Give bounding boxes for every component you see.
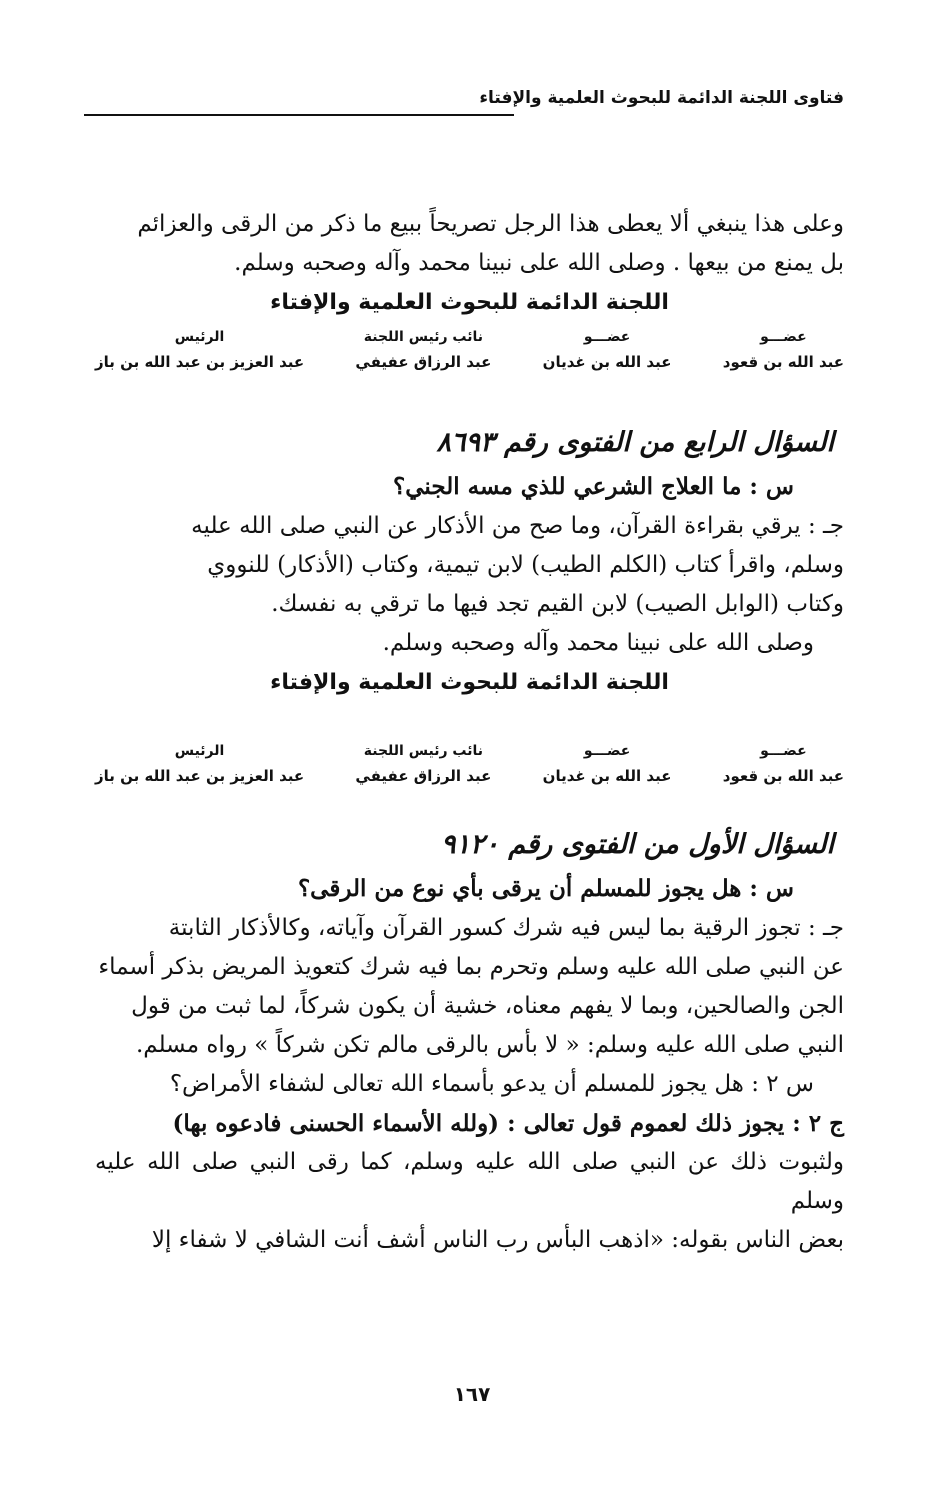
signature-name: عبد الله بن غديان [542,353,672,371]
signature-role: عضـــو [760,743,807,759]
signature-name: عبد الله بن قعود [722,353,844,371]
text-line: بل يمنع من بيعها . وصلى الله على نبينا محمد وآله وصحبه وسلم. [234,250,844,276]
signature-role: عضـــو [583,329,631,345]
signature-name: عبد الله بن غديان [542,767,672,785]
committee-name: اللجنة الدائمة للبحوث العلمية والإفتاء [270,290,669,315]
signature-name: عبد العزيز بن عبد الله بن باز [95,353,305,371]
signature-role: الرئيس [174,329,225,345]
answer-line: وكتاب (الوابل الصيب) لابن القيم تجد فيها ما ترقي به نفسك. [271,591,844,617]
page-number: ١٦٧ [453,1382,491,1406]
closing-line: وصلى الله على نبينا محمد وآله وصحبه وسلم. [382,630,814,656]
signature-member-2 [543,325,672,375]
signature-name: عبد الرزاق عفيفي [355,767,492,785]
running-header [84,88,844,124]
answer-line: الجن والصالحين، وبما لا يفهم معناه، خشية أن يكون شركاً، لما ثبت من قول [131,993,844,1019]
fatwa-title: السؤال الأول من الفتوى رقم ٩١٢٠ [441,829,834,860]
header-title: فتاوى اللجنة الدائمة للبحوث العلمية والإفتاء [479,88,844,108]
page-body [95,205,844,1260]
signature-vice-chair [355,325,491,375]
signature-name: عبد العزيز بن عبد الله بن باز [95,767,305,785]
signature-member-2 [543,739,672,789]
answer-line: وسلم، واقرأ كتاب (الكلم الطيب) لابن تيمية، وكتاب (الأذكار) للنووي [207,552,844,578]
fatwa-title: السؤال الرابع من الفتوى رقم ٨٦٩٣ [436,427,834,458]
answer-line: ج ٢ : يجوز ذلك لعموم قول تعالى : (ولله الأسماء الحسنى فادعوه بها) [172,1110,844,1137]
signature-member-1 [723,739,844,789]
signature-role: نائب رئيس اللجنة [363,743,483,759]
signature-block [95,325,844,375]
question-line: س : هل يجوز للمسلم أن يرقى بأي نوع من الرقى؟ [297,875,794,902]
question-line: س : ما العلاج الشرعي للذي مسه الجني؟ [393,473,794,500]
signature-role: عضـــو [760,329,807,345]
header-rule [84,114,514,116]
signature-role: عضـــو [583,743,631,759]
signature-name: عبد الرزاق عفيفي [355,353,492,371]
signature-name: عبد الله بن قعود [722,767,844,785]
answer-line: عن النبي صلى الله عليه وسلم وتحرم بما فيه شرك كتعويذ المريض بذكر أسماء [98,954,844,980]
question-line: س ٢ : هل يجوز للمسلم أن يدعو بأسماء الله تعالى لشفاء الأمراض؟ [169,1071,814,1097]
answer-line: النبي صلى الله عليه وسلم: « لا بأس بالرقى مالم تكن شركاً » رواه مسلم. [135,1032,844,1058]
signature-block [95,739,844,789]
text-line: وعلى هذا ينبغي ألا يعطى هذا الرجل تصريحاً ببيع ما ذكر من الرقى والعزائم [137,211,844,237]
signature-role: نائب رئيس اللجنة [363,329,483,345]
answer-line: جـ : يرقي بقراءة القرآن، وما صح من الأذكار عن النبي صلى الله عليه [191,513,844,539]
signature-member-1 [723,325,844,375]
signature-chair [95,325,304,375]
signature-vice-chair [355,739,491,789]
committee-name: اللجنة الدائمة للبحوث العلمية والإفتاء [270,670,669,695]
answer-line: ولثبوت ذلك عن النبي صلى الله عليه وسلم، كما رقى النبي صلى الله عليه وسلم [95,1149,844,1214]
signature-role: الرئيس [174,743,225,759]
answer-line: جـ : تجوز الرقية بما ليس فيه شرك كسور القرآن وآياته، وكالأذكار الثابتة [168,915,844,941]
signature-chair [95,739,304,789]
answer-line: بعض الناس بقوله: «اذهب البأس رب الناس أشف أنت الشافي لا شفاء إلا [151,1227,844,1253]
